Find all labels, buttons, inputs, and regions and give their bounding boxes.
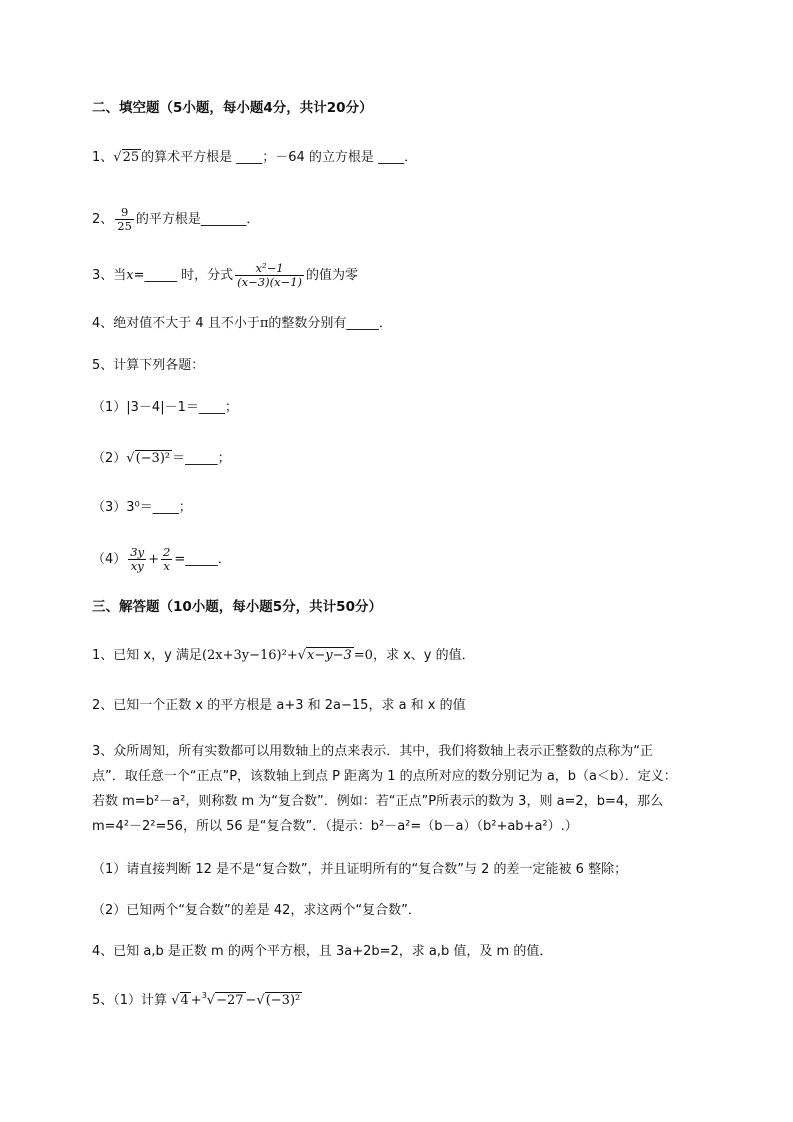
question-number: 1、 bbox=[92, 648, 114, 663]
question-text: 计算下列各题： bbox=[113, 358, 205, 373]
fill-q3 bbox=[92, 262, 358, 289]
fraction: $\frac{3y}{xy}$ bbox=[130, 545, 145, 573]
solve-q1 bbox=[92, 645, 475, 667]
math-variable: x bbox=[126, 268, 134, 283]
part-text: =_____． bbox=[174, 552, 231, 567]
question-number: 3、 bbox=[92, 744, 114, 759]
math-expression: (2x+3y−16)²+ bbox=[201, 648, 298, 663]
question-text: 已知一个正数 x 的平方根是 a+3 和 2a−15，求 a 和 x 的值 bbox=[113, 698, 466, 713]
question-number: 4、 bbox=[92, 316, 114, 331]
part-text: 3⁰＝____； bbox=[126, 500, 192, 515]
fraction: $\frac{2}{x}$ bbox=[163, 545, 171, 573]
fill-q5-part4 bbox=[92, 546, 231, 573]
pi-symbol: π bbox=[259, 316, 269, 331]
fraction: $\frac{9}{25}$ bbox=[117, 205, 132, 233]
solve-q3-line1 bbox=[92, 741, 653, 763]
solve-q3-line2: 点”．取任意一个“正点”P，该数轴上到点 P 距离为 1 的点所对应的数分别记为 a，b（a＜b）．定义： bbox=[92, 769, 677, 784]
fill-q5-part1 bbox=[92, 397, 238, 419]
solve-q5 bbox=[92, 990, 302, 1012]
part-label: （2） bbox=[92, 451, 127, 466]
question-number: 4、 bbox=[92, 944, 114, 959]
part-label: （3） bbox=[92, 500, 127, 515]
plus-sign: + bbox=[190, 993, 202, 1008]
math-expression: =0 bbox=[353, 648, 373, 663]
fraction: $\frac{\text{x²−1}}{(x-3)(x-1)}$ bbox=[237, 261, 302, 289]
part-label: （1） bbox=[92, 400, 127, 415]
solve-q3-line4: m=4²－2²=56，所以 56 是“复合数”．（提示：b²－a²=（b－a）（b²+ab+a²）.） bbox=[92, 819, 578, 834]
fill-q2 bbox=[92, 206, 259, 233]
fill-q5-part2 bbox=[92, 448, 231, 470]
solve-q3-sub1: （1）请直接判断 12 是不是“复合数”，并且证明所有的“复合数”与 2 的差一定能被 6 整除； bbox=[92, 862, 628, 877]
question-text: 已知 a,b 是正数 m 的两个平方根，且 3a+2b=2，求 a,b 值，及 m 的值． bbox=[113, 944, 553, 959]
question-text: 绝对值不大于 4 且不小于 bbox=[113, 316, 260, 331]
solve-q3-line3: 若数 m=b²－a²，则称数 m 为“复合数”．例如：若“正点”P所表示的数为 3，则 a=2，b=4，那么 bbox=[92, 794, 664, 809]
solve-q2 bbox=[92, 695, 466, 717]
plus-sign: + bbox=[148, 552, 160, 567]
fill-q1 bbox=[92, 147, 417, 169]
question-text: 的算术平方根是 ____；－64 的立方根是 ____． bbox=[141, 150, 418, 165]
question-number: 2、 bbox=[92, 212, 114, 227]
part-text: ＝_____； bbox=[172, 451, 231, 466]
fill-q5-part3 bbox=[92, 497, 192, 519]
solve-q4 bbox=[92, 941, 552, 963]
question-text: 的平方根是_______． bbox=[135, 212, 260, 227]
sqrt-expression: √(−3)² bbox=[256, 993, 301, 1008]
sqrt-expression: √4 bbox=[171, 993, 189, 1008]
part-label: （4） bbox=[92, 552, 127, 567]
minus-sign: − bbox=[245, 993, 257, 1008]
section-heading-fill: 二、填空题（5小题，每小题4分，共计20分） bbox=[92, 100, 373, 116]
sqrt-expression: √25 bbox=[113, 150, 140, 165]
sqrt-expression: √x−y−3 bbox=[297, 648, 352, 663]
question-text: 已知 x，y 满足 bbox=[113, 648, 202, 663]
question-text: 众所周知，所有实数都可以用数轴上的点来表示．其中，我们将数轴上表示正整数的点称为“正 bbox=[113, 744, 654, 759]
question-number: 2、 bbox=[92, 698, 114, 713]
question-text: ，求 x、y 的值． bbox=[372, 648, 475, 663]
cube-root-expression: √−27 bbox=[206, 993, 244, 1008]
question-number: 3、 bbox=[92, 268, 114, 283]
part-text: |3－4|－1＝____； bbox=[126, 400, 238, 415]
question-text: =_____ 时，分式 bbox=[133, 268, 234, 283]
question-text: 的整数分别有_____． bbox=[268, 316, 392, 331]
part-label: （1）计算 bbox=[113, 993, 168, 1008]
question-text: 当 bbox=[113, 268, 127, 283]
question-text: 的值为零 bbox=[306, 268, 359, 283]
question-number: 5、 bbox=[92, 358, 114, 373]
sqrt-expression: √(−3)² bbox=[126, 451, 171, 466]
fill-q5 bbox=[92, 355, 204, 377]
question-number: 1、 bbox=[92, 150, 114, 165]
solve-q3-sub2: （2）已知两个“复合数”的差是 42，求这两个“复合数”． bbox=[92, 903, 421, 918]
root-index: 3 bbox=[201, 991, 207, 1000]
section-heading-solve: 三、解答题（10小题，每小题5分，共计50分） bbox=[92, 599, 382, 615]
question-number: 5、 bbox=[92, 993, 114, 1008]
fill-q4 bbox=[92, 313, 392, 335]
